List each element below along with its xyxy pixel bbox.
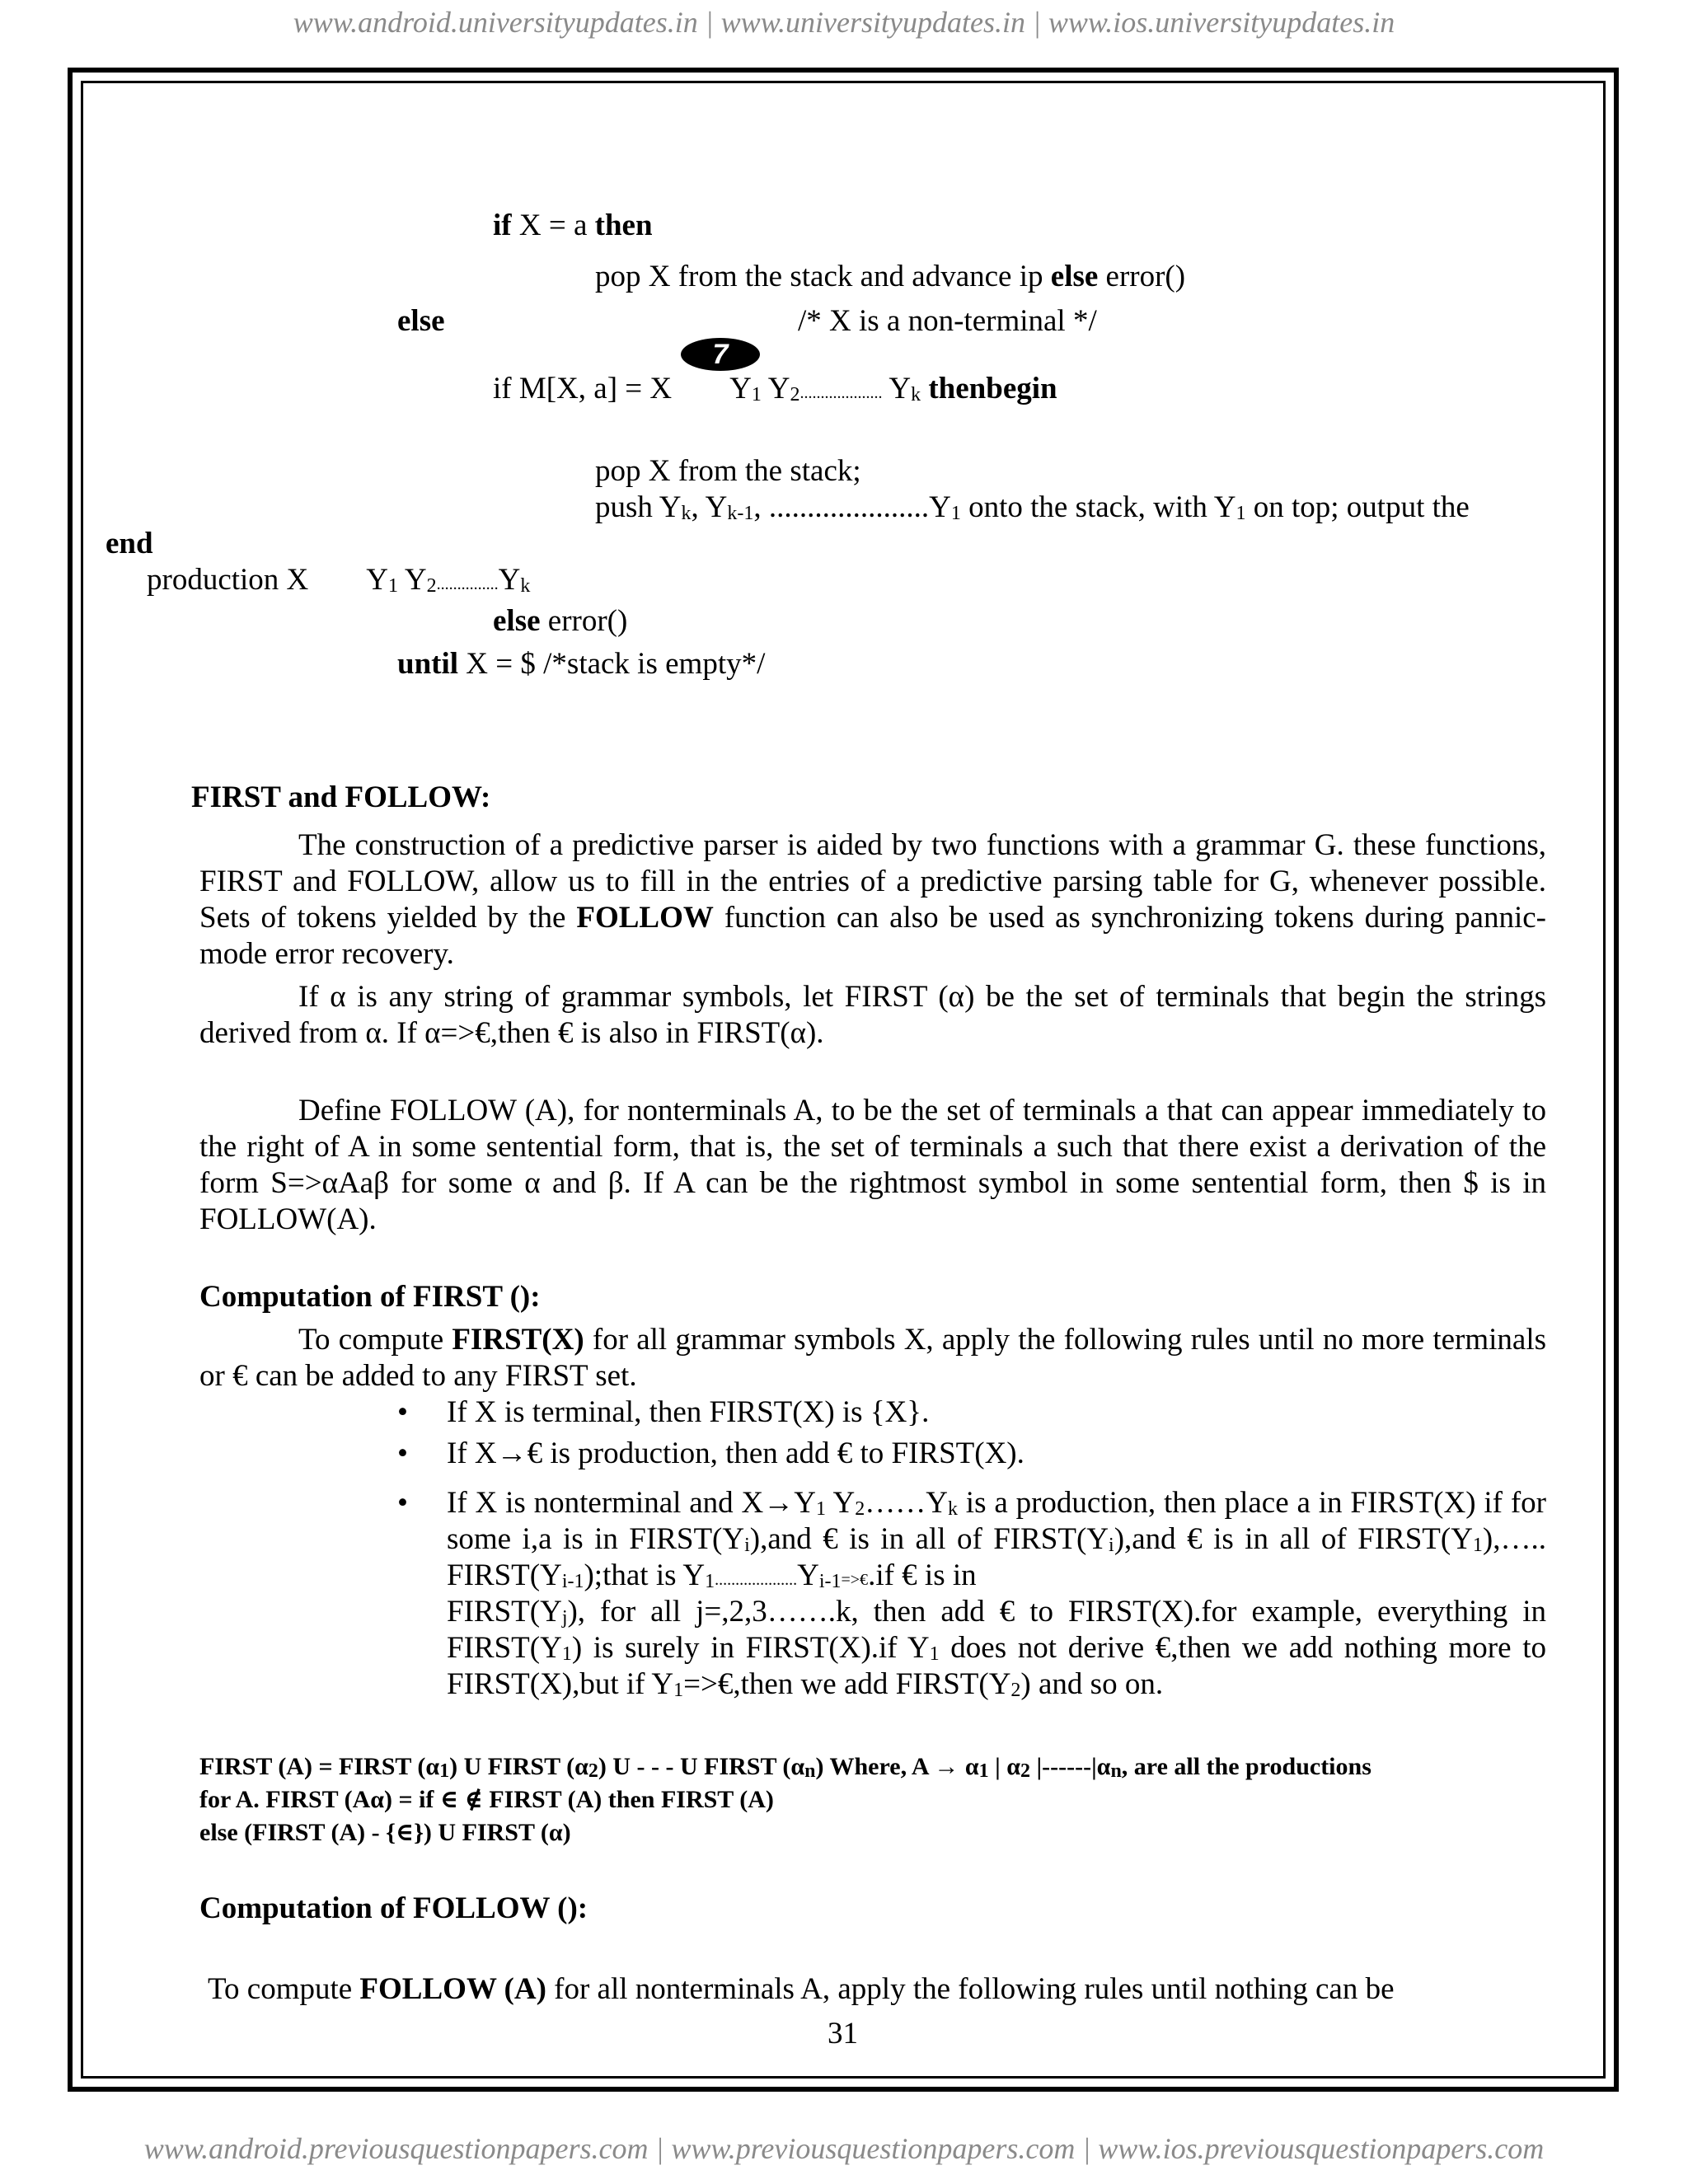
code-text: error() [540, 604, 628, 638]
formula-first-concat: for A. FIRST (Aα) = if ∈ ∉ FIRST (A) then FIRST (A) [199, 1786, 774, 1813]
code-text: Y [498, 563, 521, 597]
code-text: Y [404, 563, 427, 597]
code-text: pop X from the stack and advance ip [595, 260, 1051, 293]
bold-term: FIRST(X) [452, 1323, 584, 1357]
bullet-dot: • [397, 1486, 408, 1520]
paragraph-compute-follow: To compute FOLLOW (A) for all nonterminals A, apply the following rules until nothing can be [208, 1972, 1395, 2006]
code-line-if [493, 208, 653, 244]
paragraph-text: To compute [298, 1323, 452, 1357]
heading-computation-first: Computation of FIRST (): [199, 1280, 541, 1314]
formula-first-union: FIRST (A) = FIRST $(\alpha_1)$ U FIRST $(\alpha_2)$ U - - - U FIRST $(\alpha_n)$ Where, $A \to \alpha_1$ | $\alpha_2$ $|------|\alpha_n$, are all the productions [199, 1753, 1372, 1782]
code-text: X = a [511, 209, 595, 242]
code-line-if-m [493, 371, 1057, 411]
paragraph-text: Define FOLLOW (A), for nonterminals A, to be the set of terminals a that can appear immediately to the right of A in some sentential form, that is, the set of terminals a such that there exist a derivation of the form S=>αAaβ for some α and β. If A can be the rightmost symbol in some sentential form, then $ is in FOLLOW(A). [199, 1094, 1546, 1236]
code-text: Y [366, 563, 389, 597]
code-line-until [397, 646, 765, 682]
keyword-if: if [493, 209, 512, 242]
code-comment: /* X is a non-terminal */ [798, 304, 1097, 338]
formula-else-case: else (FIRST (A) - {∈}) U FIRST (α) [199, 1819, 571, 1846]
bullet-text: If X is nonterminal and $X\to Y_1$ $Y_2\dots\dots Y_k$ is a production, then place a in FIRST(X) if for some i,a is in $FIRST(Y_i),and$ € is in all of $FIRST(Y_i),and$ € is in all of $FIRST(Y_1),\dots$.. $FIRST(Y_{i-1});that$ is $Y_1....................Y_{i-1}=>€.if$ € is in [447, 1486, 1546, 1592]
keyword-end: end [106, 527, 153, 560]
subscript: 1 [1236, 503, 1246, 524]
subscript: 1 [950, 503, 961, 524]
code-line-pop [595, 259, 1185, 295]
code-text: on top; output the [1245, 490, 1470, 524]
code-dots: .................... [799, 384, 883, 402]
bullet-text: If X is terminal, then FIRST(X) is {X}. [447, 1395, 930, 1429]
paragraph-compute-first [199, 1322, 1546, 1394]
bullet-text: If X→€ is production, then add € to FIRST(X). [447, 1436, 1025, 1470]
paragraph-text: for all grammar symbols X, apply the following rules until no more terminals or € can be added to any FIRST set. [199, 1323, 1546, 1393]
subscript: k-1 [727, 503, 754, 524]
code-text: error() [1098, 260, 1186, 293]
keyword-until: until [397, 647, 459, 681]
heading-first-and-follow: FIRST and FOLLOW: [191, 780, 491, 814]
code-line-else-error [493, 603, 627, 640]
code-text: if M[X, a] = X [493, 372, 673, 405]
code-text: , Y [691, 490, 728, 524]
paragraph-text: If α is any string of grammar symbols, let FIRST (α) be the set of terminals that begin the strings derived from α. If α=>€,then € is also in FIRST(α). [199, 980, 1546, 1050]
subscript: k [681, 503, 692, 524]
code-text: production X [147, 563, 309, 597]
keyword-else: else [1050, 260, 1099, 293]
code-text: Y [767, 372, 790, 405]
paragraph-intro [199, 827, 1546, 972]
subscript: 2 [790, 384, 800, 405]
code-dots: ............... [436, 575, 499, 593]
page-badge: 7 [681, 338, 760, 371]
paragraph-text: The construction of a predictive parser is aided by two functions with a grammar G. these functions, FIRST and FOLLOW, allow us to fill in the entries of a predictive parsing table for G, whenever possible. Sets of tokens yielded by the [199, 828, 1546, 935]
code-text: onto the stack, with Y [960, 490, 1236, 524]
bullet-text: $FIRST(Y_j)$, for all j=,2,3…….k, then add € to FIRST(X).for example, everything in $FIRST(Y_1)$ is surely in FIRST(X).if $Y_1$ does not derive €,then we add nothing more to FIRST(X),but if $Y_1=>€,then$ we add $FIRST(Y_2)$ and so on. [447, 1595, 1546, 1701]
code-text: , .....................Y [753, 490, 951, 524]
bullet-dot: • [397, 1436, 408, 1470]
code-text: X = $ /*stack is empty*/ [458, 647, 766, 681]
keyword-else: else [493, 604, 541, 638]
bold-term: FOLLOW [576, 901, 714, 935]
code-line-push [595, 490, 1470, 526]
code-text: Y [729, 372, 752, 405]
subscript: 2 [426, 575, 437, 597]
bullet-dot: • [397, 1395, 408, 1429]
keyword-then: then [594, 209, 653, 242]
code-line-pop-stack: pop X from the stack; [595, 454, 861, 488]
heading-computation-follow: Computation of FOLLOW (): [199, 1891, 588, 1925]
paragraph-follow-def [199, 1093, 1546, 1238]
code-line-production [147, 562, 530, 602]
code-text: Y [889, 372, 912, 405]
page-number: 31 [828, 2017, 858, 2050]
paragraph-text: function can also be used as synchronizing tokens during pannic-mode error recovery. [199, 901, 1546, 971]
watermark-top: www.android.universityupdates.in | www.universityupdates.in | www.ios.universityupdates.in [293, 6, 1395, 39]
watermark-bottom: www.android.previousquestionpapers.com | www.previousquestionpapers.com | www.ios.previousquestionpapers.com [143, 2132, 1545, 2165]
subscript: k [520, 575, 531, 597]
code-text: push Y [595, 490, 682, 524]
subscript: k [911, 384, 921, 405]
paragraph-first-def [199, 979, 1546, 1052]
subscript: 1 [388, 575, 399, 597]
keyword-else-outer: else [397, 304, 445, 338]
subscript: 1 [751, 384, 762, 405]
keyword-thenbegin: thenbegin [928, 372, 1057, 405]
